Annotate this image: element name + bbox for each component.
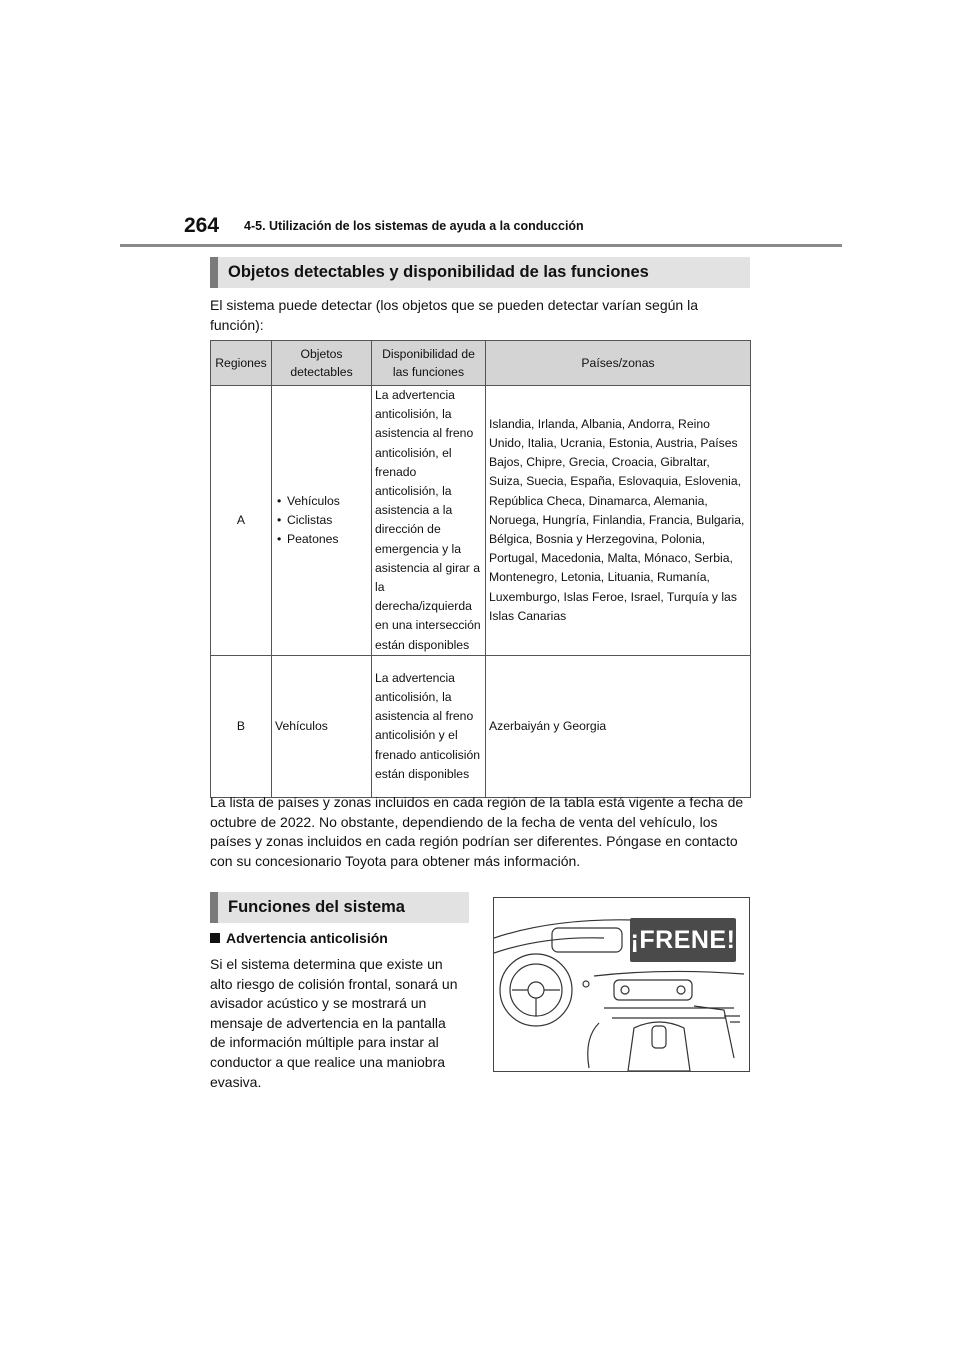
intro-paragraph: El sistema puede detectar (los objetos que se pueden detectar varían según la función): (210, 297, 698, 333)
objects-list (275, 492, 368, 550)
countries-cell: Islandia, Irlanda, Albania, Andorra, Reino Unido, Italia, Ucrania, Estonia, Austria, Países Bajos, Chipre, Grecia, Croacia, Gibraltar, Suiza, Suecia, España, Eslovaquia, Eslovenia, República Checa, Dinamarca, Alemania, Noruega, Hungría, Finlandia, Francia, Bulgaria, Bélgica, Bosnia y Herzegovina, Polonia, Portugal, Macedonia, Malta, Mónaco, Serbia, Montenegro, Letonia, Lituania, Rumanía, Luxemburgo, Islas Feroe, Israel, Turquía y las Islas Canarias (486, 386, 751, 656)
header-objects: Objetos detectables (272, 341, 372, 386)
square-bullet-icon (210, 933, 220, 943)
brake-warning-display: ¡FRENE! (630, 918, 736, 962)
subhead-text: Advertencia anticolisión (226, 930, 388, 946)
subhead-collision-warning (210, 930, 388, 946)
table-row (211, 386, 751, 656)
list-item: • Vehículos (275, 492, 368, 511)
table-header-row (211, 341, 751, 386)
region-note-paragraph: La lista de países y zonas incluidos en cada región de la tabla está vigente a fecha de octubre de 2022. No obstante, dependiendo de la fecha de venta del vehículo, los países y zonas incluidos en cada región podrían ser diferentes. Póngase en contacto con su concesionario Toyota para obtener más información. (210, 794, 744, 869)
region-cell: B (211, 655, 272, 797)
section-title-system-functions (210, 892, 469, 923)
page-number: 264 (184, 214, 220, 237)
list-item: • Ciclistas (275, 511, 368, 530)
header-countries: Países/zonas (486, 341, 751, 386)
section-title-text: Funciones del sistema (228, 898, 405, 916)
objects-cell: Vehículos (272, 655, 372, 797)
countries-cell: Azerbaiyán y Georgia (486, 655, 751, 797)
list-item: • Peatones (275, 530, 368, 549)
collision-warning-paragraph: Si el sistema determina que existe un alto riesgo de colisión frontal, sonará un avisador acústico y se mostrará un mensaje de advertencia en la pantalla de información múltiple para instar al conductor a que realice una maniobra evasiva. (210, 956, 458, 1090)
availability-cell: La advertencia anticolisión, la asistencia al freno anticolisión y el frenado anticolisión están disponibles (372, 655, 486, 797)
header-regions: Regiones (211, 341, 272, 386)
region-cell: A (211, 386, 272, 656)
section-title-text: Objetos detectables y disponibilidad de las funciones (228, 263, 649, 281)
section-title-detectable-objects (210, 257, 750, 288)
header-availability: Disponibilidad de las funciones (372, 341, 486, 386)
regions-table (210, 340, 751, 798)
availability-cell: La advertencia anticolisión, la asistencia al freno anticolisión, el frenado anticolisión, la asistencia a la dirección de emergencia y la asistencia al girar a la derecha/izquierda en una intersección están disponibles (372, 386, 486, 656)
header-rule (120, 244, 842, 247)
objects-cell (272, 386, 372, 656)
running-head: 4-5. Utilización de los sistemas de ayuda a la conducción (244, 219, 584, 233)
table-row (211, 655, 751, 797)
